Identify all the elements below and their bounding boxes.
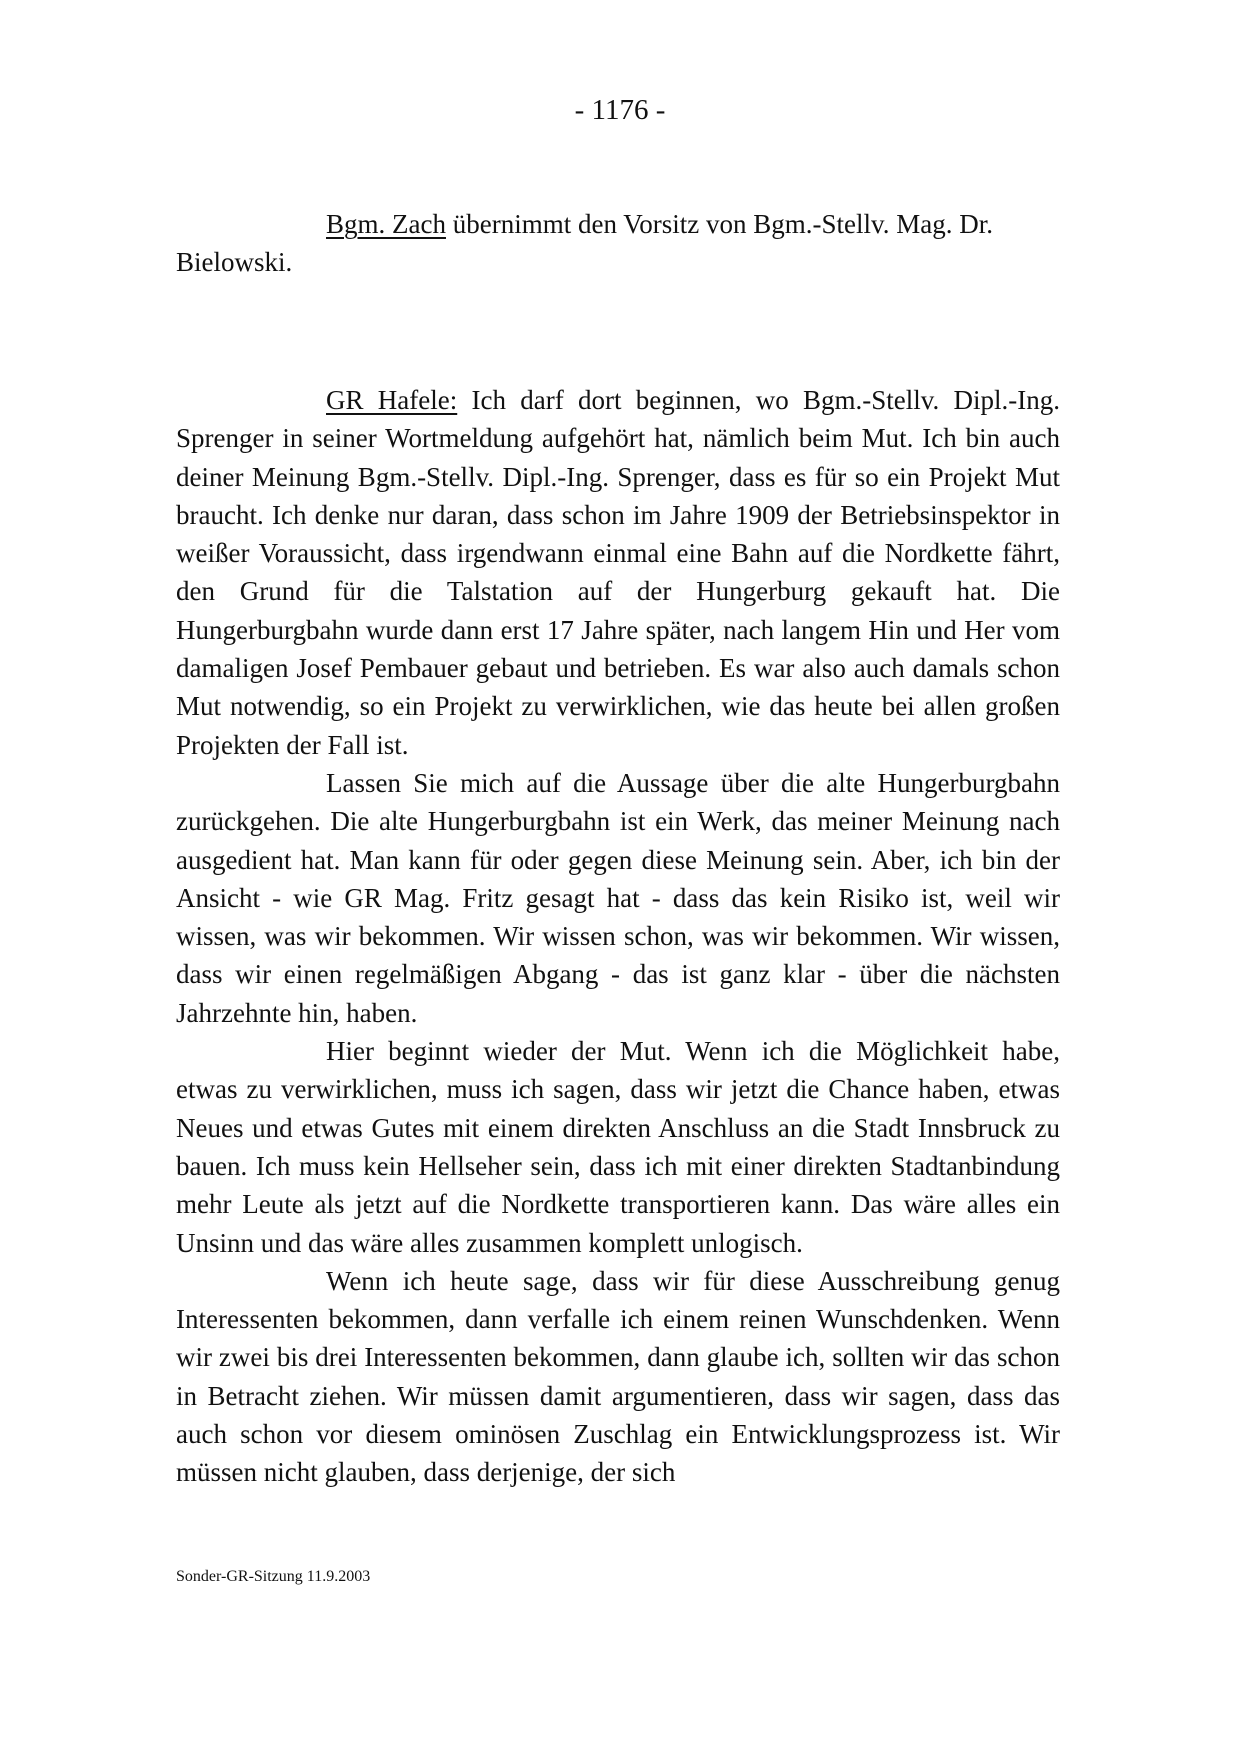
- chair-change-note: [176, 205, 1060, 282]
- speech-paragraph: Wenn ich heute sage, dass wir für diese Ausschreibung genug Interessenten bekommen, dann verfalle ich einem reinen Wunschdenken. Wenn wir zwei bis drei Interessenten bekommen, dann glaube ich, sollten wir das schon in Betracht ziehen. Wir müssen damit argumentieren, dass wir sagen, dass das auch schon vor diesem ominösen Zuschlag ein Entwicklungsprozess ist. Wir müssen nicht glauben, dass derjenige, der sich: [176, 1265, 1060, 1488]
- footer-session-label: Sonder-GR-Sitzung 11.9.2003: [176, 1568, 371, 1585]
- speech-paragraph: Lassen Sie mich auf die Aussage über die alte Hungerburgbahn zurückgehen. Die alte Hungerburgbahn ist ein Werk, das meiner Meinung nach ausgedient hat. Man kann für oder gegen diese Meinung sein. Aber, ich bin der Ansicht - wie GR Mag. Fritz gesagt hat - dass das kein Risiko ist, weil wir wissen, was wir bekommen. Wir wissen schon, was wir bekommen. Wir wissen, dass wir einen regelmäßigen Abgang - das ist ganz klar - über die nächsten Jahrzehnte hin, haben.: [176, 767, 1060, 1028]
- speaker-name: Bgm. Zach: [326, 209, 446, 239]
- page-number: - 1176 -: [574, 94, 666, 126]
- speech-section: [176, 381, 1060, 1492]
- paragraph-text: Ich darf dort beginnen, wo Bgm.-Stellv. Dipl.-Ing. Sprenger in seiner Wortmeldung aufgehört hat, nämlich beim Mut. Ich bin auch deiner Meinung Bgm.-Stellv. Dipl.-Ing. Sprenger, dass es für so ein Projekt Mut braucht. Ich denke nur daran, dass schon im Jahre 1909 der Betriebsinspektor in weißer Voraussicht, dass irgendwann einmal eine Bahn auf die Nordkette fährt, den Grund für die Talstation auf der Hungerburg gekauft hat. Die Hungerburgbahn wurde dann erst 17 Jahre später, nach langem Hin und Her vom damaligen Josef Pembauer gebaut und betrieben. Es war also auch damals schon Mut notwendig, so ein Projekt zu verwirklichen, wie das heute bei allen großen Projekten der Fall ist.: [176, 385, 1061, 760]
- speech-paragraph: Hier beginnt wieder der Mut. Wenn ich die Möglichkeit habe, etwas zu verwirklichen, muss ich sagen, dass wir jetzt die Chance haben, etwas Neues und etwas Gutes mit einem direkten Anschluss an die Stadt Innsbruck zu bauen. Ich muss kein Hellseher sein, dass ich mit einer direkten Stadtanbindung mehr Leute als jetzt auf die Nordkette transportieren kann. Das wäre alles ein Unsinn und das wäre alles zusammen komplett unlogisch.: [176, 1036, 1060, 1258]
- speaker-name: GR Hafele:: [326, 385, 458, 415]
- paragraph-text: übernimmt den Vorsitz von Bgm.-Stellv. Mag. Dr. Bielowski.: [176, 209, 993, 278]
- chair-change-paragraph: [176, 205, 1060, 282]
- speech-paragraph: [176, 381, 1060, 764]
